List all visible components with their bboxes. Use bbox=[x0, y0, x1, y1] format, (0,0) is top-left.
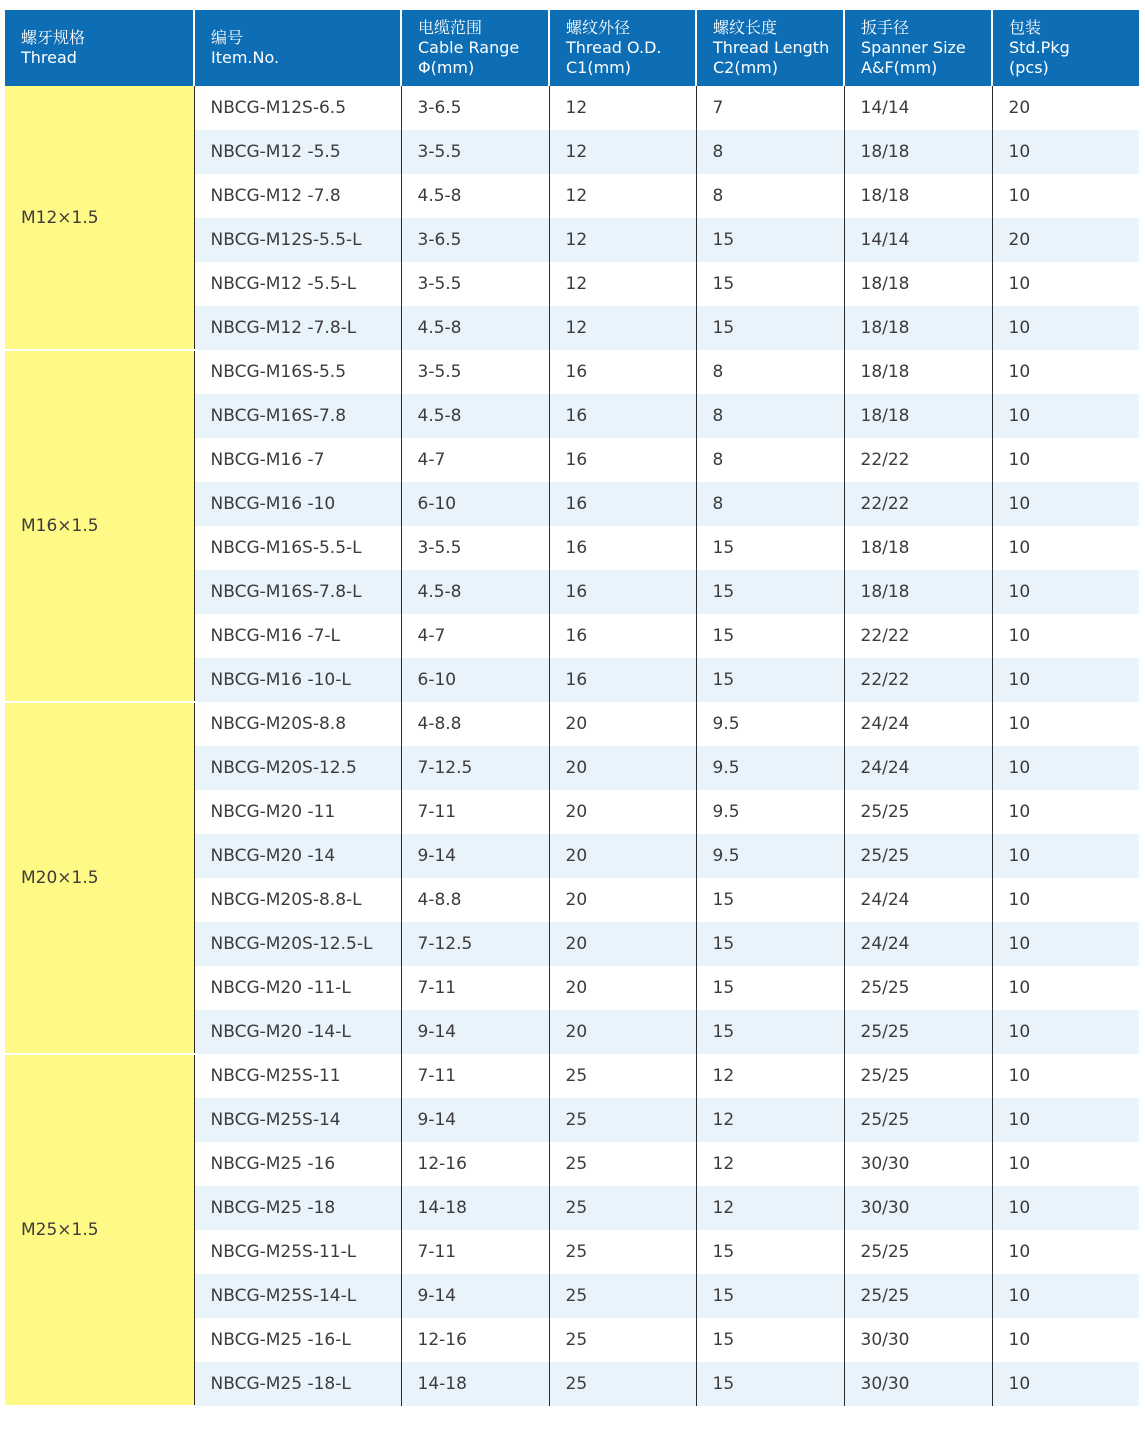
spanner-size-header bbox=[844, 10, 992, 86]
table-row bbox=[5, 1054, 1139, 1098]
item-no-cell: NBCG-M16S-7.8-L bbox=[194, 570, 401, 614]
thread-od-cell: 20 bbox=[549, 1010, 696, 1054]
item-no-cell: NBCG-M25S-14 bbox=[194, 1098, 401, 1142]
header-label-en: Thread bbox=[21, 48, 77, 67]
spanner-size-cell: 18/18 bbox=[844, 306, 992, 350]
thread-od-cell: 20 bbox=[549, 702, 696, 746]
thread-length-cell: 12 bbox=[696, 1186, 844, 1230]
item-no-cell: NBCG-M25 -18 bbox=[194, 1186, 401, 1230]
cable-range-cell: 3-5.5 bbox=[401, 526, 549, 570]
spanner-size-cell: 25/25 bbox=[844, 966, 992, 1010]
std-pkg-cell: 10 bbox=[992, 570, 1139, 614]
cable-range-cell: 9-14 bbox=[401, 1098, 549, 1142]
std-pkg-cell: 10 bbox=[992, 1054, 1139, 1098]
header-label-en: Φ(mm) bbox=[418, 58, 475, 77]
thread-length-header bbox=[696, 10, 844, 86]
item-no-cell: NBCG-M12 -5.5-L bbox=[194, 262, 401, 306]
spanner-size-cell: 14/14 bbox=[844, 86, 992, 130]
table-body bbox=[5, 86, 1139, 1406]
item-no-cell: NBCG-M25 -16-L bbox=[194, 1318, 401, 1362]
cable-range-cell: 4.5-8 bbox=[401, 570, 549, 614]
thread-length-cell: 9.5 bbox=[696, 746, 844, 790]
item-no-cell: NBCG-M25S-14-L bbox=[194, 1274, 401, 1318]
thread-length-cell: 15 bbox=[696, 262, 844, 306]
thread-od-cell: 12 bbox=[549, 306, 696, 350]
spanner-size-cell: 18/18 bbox=[844, 570, 992, 614]
table-row bbox=[5, 86, 1139, 130]
std-pkg-cell: 10 bbox=[992, 1142, 1139, 1186]
item-no-cell: NBCG-M12 -5.5 bbox=[194, 130, 401, 174]
thread-od-cell: 16 bbox=[549, 482, 696, 526]
spanner-size-cell: 18/18 bbox=[844, 350, 992, 394]
item-no-cell: NBCG-M16S-7.8 bbox=[194, 394, 401, 438]
std-pkg-header bbox=[992, 10, 1139, 86]
table-row bbox=[5, 350, 1139, 394]
thread-od-cell: 12 bbox=[549, 218, 696, 262]
std-pkg-cell: 10 bbox=[992, 1274, 1139, 1318]
spec-table-container bbox=[5, 10, 1139, 1407]
spanner-size-cell: 22/22 bbox=[844, 482, 992, 526]
thread-length-cell: 15 bbox=[696, 526, 844, 570]
item-no-header bbox=[194, 10, 401, 86]
thread-od-cell: 25 bbox=[549, 1054, 696, 1098]
thread-od-cell: 20 bbox=[549, 878, 696, 922]
std-pkg-cell: 10 bbox=[992, 746, 1139, 790]
cable-range-cell: 3-5.5 bbox=[401, 130, 549, 174]
item-no-cell: NBCG-M16S-5.5 bbox=[194, 350, 401, 394]
spanner-size-cell: 24/24 bbox=[844, 702, 992, 746]
spanner-size-cell: 22/22 bbox=[844, 438, 992, 482]
header-label-en: Spanner Size bbox=[861, 38, 966, 57]
spanner-size-cell: 30/30 bbox=[844, 1186, 992, 1230]
spec-table bbox=[5, 10, 1139, 1407]
thread-od-cell: 16 bbox=[549, 614, 696, 658]
thread-od-header bbox=[549, 10, 696, 86]
thread-od-cell: 25 bbox=[549, 1142, 696, 1186]
std-pkg-cell: 10 bbox=[992, 262, 1139, 306]
thread-od-cell: 12 bbox=[549, 130, 696, 174]
spanner-size-cell: 25/25 bbox=[844, 1274, 992, 1318]
cable-range-cell: 7-11 bbox=[401, 1054, 549, 1098]
std-pkg-cell: 10 bbox=[992, 1186, 1139, 1230]
header-label-zh: 包装 bbox=[1009, 18, 1042, 37]
cable-range-cell: 14-18 bbox=[401, 1362, 549, 1406]
header-label-en: Std.Pkg bbox=[1009, 38, 1070, 57]
cable-range-cell: 7-12.5 bbox=[401, 922, 549, 966]
thread-length-cell: 15 bbox=[696, 1274, 844, 1318]
std-pkg-cell: 20 bbox=[992, 86, 1139, 130]
thread-length-cell: 7 bbox=[696, 86, 844, 130]
table-header bbox=[5, 10, 1139, 86]
item-no-cell: NBCG-M16 -10-L bbox=[194, 658, 401, 702]
item-no-cell: NBCG-M16S-5.5-L bbox=[194, 526, 401, 570]
cable-range-cell: 7-11 bbox=[401, 966, 549, 1010]
spanner-size-cell: 24/24 bbox=[844, 878, 992, 922]
thread-od-cell: 16 bbox=[549, 350, 696, 394]
thread-length-cell: 8 bbox=[696, 174, 844, 218]
thread-length-cell: 15 bbox=[696, 966, 844, 1010]
cable-range-cell: 4.5-8 bbox=[401, 174, 549, 218]
item-no-cell: NBCG-M25S-11 bbox=[194, 1054, 401, 1098]
header-label-zh: 扳手径 bbox=[861, 18, 910, 37]
thread-length-cell: 15 bbox=[696, 570, 844, 614]
thread-od-cell: 16 bbox=[549, 526, 696, 570]
spanner-size-cell: 18/18 bbox=[844, 526, 992, 570]
thread-length-cell: 15 bbox=[696, 306, 844, 350]
spanner-size-cell: 22/22 bbox=[844, 658, 992, 702]
thread-length-cell: 8 bbox=[696, 482, 844, 526]
spanner-size-cell: 18/18 bbox=[844, 174, 992, 218]
std-pkg-cell: 10 bbox=[992, 526, 1139, 570]
std-pkg-cell: 10 bbox=[992, 1362, 1139, 1406]
item-no-cell: NBCG-M12 -7.8-L bbox=[194, 306, 401, 350]
cable-range-cell: 3-5.5 bbox=[401, 350, 549, 394]
cable-range-cell: 7-12.5 bbox=[401, 746, 549, 790]
cable-range-cell: 12-16 bbox=[401, 1142, 549, 1186]
spanner-size-cell: 18/18 bbox=[844, 130, 992, 174]
thread-length-cell: 8 bbox=[696, 438, 844, 482]
spanner-size-cell: 14/14 bbox=[844, 218, 992, 262]
spanner-size-cell: 30/30 bbox=[844, 1142, 992, 1186]
std-pkg-cell: 10 bbox=[992, 658, 1139, 702]
std-pkg-cell: 10 bbox=[992, 1230, 1139, 1274]
header-label-en: C1(mm) bbox=[566, 58, 632, 77]
std-pkg-cell: 10 bbox=[992, 174, 1139, 218]
thread-od-cell: 12 bbox=[549, 262, 696, 306]
thread-length-cell: 15 bbox=[696, 614, 844, 658]
thread-length-cell: 8 bbox=[696, 394, 844, 438]
header-label-en: Thread O.D. bbox=[566, 38, 662, 57]
cable-range-cell: 4-7 bbox=[401, 614, 549, 658]
std-pkg-cell: 10 bbox=[992, 702, 1139, 746]
std-pkg-cell: 10 bbox=[992, 1010, 1139, 1054]
thread-od-cell: 25 bbox=[549, 1274, 696, 1318]
header-label-en: Thread Length bbox=[713, 38, 830, 57]
item-no-cell: NBCG-M20S-12.5 bbox=[194, 746, 401, 790]
std-pkg-cell: 10 bbox=[992, 922, 1139, 966]
std-pkg-cell: 10 bbox=[992, 614, 1139, 658]
header-label-zh: 螺纹长度 bbox=[713, 18, 778, 37]
table-row bbox=[5, 702, 1139, 746]
thread-od-cell: 12 bbox=[549, 174, 696, 218]
item-no-cell: NBCG-M25 -18-L bbox=[194, 1362, 401, 1406]
header-label-zh: 螺牙规格 bbox=[21, 28, 86, 47]
item-no-cell: NBCG-M20S-8.8-L bbox=[194, 878, 401, 922]
item-no-cell: NBCG-M20S-8.8 bbox=[194, 702, 401, 746]
spanner-size-cell: 25/25 bbox=[844, 1010, 992, 1054]
item-no-cell: NBCG-M20 -11 bbox=[194, 790, 401, 834]
thread-od-cell: 25 bbox=[549, 1098, 696, 1142]
thread-length-cell: 12 bbox=[696, 1054, 844, 1098]
thread-length-cell: 9.5 bbox=[696, 702, 844, 746]
thread-length-cell: 15 bbox=[696, 218, 844, 262]
thread-od-cell: 16 bbox=[549, 394, 696, 438]
std-pkg-cell: 20 bbox=[992, 218, 1139, 262]
thread-od-cell: 16 bbox=[549, 658, 696, 702]
thread-length-cell: 8 bbox=[696, 350, 844, 394]
thread-length-cell: 9.5 bbox=[696, 790, 844, 834]
thread-length-cell: 9.5 bbox=[696, 834, 844, 878]
header-label-zh: 编号 bbox=[211, 28, 244, 47]
cable-range-cell: 4-8.8 bbox=[401, 702, 549, 746]
thread-od-cell: 25 bbox=[549, 1318, 696, 1362]
header-label-en: Cable Range bbox=[418, 38, 520, 57]
item-no-cell: NBCG-M16 -7-L bbox=[194, 614, 401, 658]
header-label-zh: 电缆范围 bbox=[418, 18, 483, 37]
std-pkg-cell: 10 bbox=[992, 438, 1139, 482]
std-pkg-cell: 10 bbox=[992, 878, 1139, 922]
item-no-cell: NBCG-M25S-11-L bbox=[194, 1230, 401, 1274]
spanner-size-cell: 18/18 bbox=[844, 262, 992, 306]
item-no-cell: NBCG-M25 -16 bbox=[194, 1142, 401, 1186]
thread-spec-cell: M12×1.5 bbox=[5, 86, 194, 350]
item-no-cell: NBCG-M12S-6.5 bbox=[194, 86, 401, 130]
thread-od-cell: 16 bbox=[549, 438, 696, 482]
spanner-size-cell: 24/24 bbox=[844, 922, 992, 966]
cable-range-cell: 14-18 bbox=[401, 1186, 549, 1230]
cable-range-cell: 12-16 bbox=[401, 1318, 549, 1362]
cable-range-cell: 3-6.5 bbox=[401, 86, 549, 130]
thread-length-cell: 12 bbox=[696, 1142, 844, 1186]
spanner-size-cell: 25/25 bbox=[844, 834, 992, 878]
thread-spec-cell: M20×1.5 bbox=[5, 702, 194, 1054]
std-pkg-cell: 10 bbox=[992, 1318, 1139, 1362]
cable-range-cell: 9-14 bbox=[401, 834, 549, 878]
spanner-size-cell: 18/18 bbox=[844, 394, 992, 438]
spanner-size-cell: 25/25 bbox=[844, 1054, 992, 1098]
thread-od-cell: 25 bbox=[549, 1362, 696, 1406]
header-row bbox=[5, 10, 1139, 86]
header-label-en: Item.No. bbox=[211, 48, 280, 67]
thread-length-cell: 15 bbox=[696, 878, 844, 922]
cable-range-cell: 9-14 bbox=[401, 1010, 549, 1054]
spanner-size-cell: 24/24 bbox=[844, 746, 992, 790]
thread-length-cell: 15 bbox=[696, 1318, 844, 1362]
cable-range-cell: 3-6.5 bbox=[401, 218, 549, 262]
spanner-size-cell: 30/30 bbox=[844, 1318, 992, 1362]
item-no-cell: NBCG-M16 -10 bbox=[194, 482, 401, 526]
cable-range-cell: 6-10 bbox=[401, 658, 549, 702]
thread-length-cell: 15 bbox=[696, 1362, 844, 1406]
std-pkg-cell: 10 bbox=[992, 306, 1139, 350]
item-no-cell: NBCG-M12S-5.5-L bbox=[194, 218, 401, 262]
std-pkg-cell: 10 bbox=[992, 790, 1139, 834]
item-no-cell: NBCG-M20 -11-L bbox=[194, 966, 401, 1010]
thread-od-cell: 20 bbox=[549, 790, 696, 834]
cable-range-cell: 7-11 bbox=[401, 1230, 549, 1274]
header-label-en: (pcs) bbox=[1009, 58, 1049, 77]
thread-od-cell: 16 bbox=[549, 570, 696, 614]
thread-length-cell: 15 bbox=[696, 658, 844, 702]
cable-range-cell: 7-11 bbox=[401, 790, 549, 834]
thread-length-cell: 15 bbox=[696, 922, 844, 966]
thread-od-cell: 20 bbox=[549, 746, 696, 790]
header-label-zh: 螺纹外径 bbox=[566, 18, 631, 37]
spanner-size-cell: 25/25 bbox=[844, 790, 992, 834]
cable-range-header bbox=[401, 10, 549, 86]
thread-length-cell: 8 bbox=[696, 130, 844, 174]
spanner-size-cell: 30/30 bbox=[844, 1362, 992, 1406]
item-no-cell: NBCG-M20 -14-L bbox=[194, 1010, 401, 1054]
cable-range-cell: 4-7 bbox=[401, 438, 549, 482]
std-pkg-cell: 10 bbox=[992, 966, 1139, 1010]
thread-header bbox=[5, 10, 194, 86]
thread-spec-cell: M16×1.5 bbox=[5, 350, 194, 702]
item-no-cell: NBCG-M12 -7.8 bbox=[194, 174, 401, 218]
spanner-size-cell: 22/22 bbox=[844, 614, 992, 658]
std-pkg-cell: 10 bbox=[992, 482, 1139, 526]
thread-od-cell: 25 bbox=[549, 1186, 696, 1230]
item-no-cell: NBCG-M20S-12.5-L bbox=[194, 922, 401, 966]
header-label-en: C2(mm) bbox=[713, 58, 779, 77]
thread-od-cell: 12 bbox=[549, 86, 696, 130]
thread-od-cell: 20 bbox=[549, 922, 696, 966]
std-pkg-cell: 10 bbox=[992, 394, 1139, 438]
thread-od-cell: 20 bbox=[549, 834, 696, 878]
cable-range-cell: 6-10 bbox=[401, 482, 549, 526]
std-pkg-cell: 10 bbox=[992, 834, 1139, 878]
thread-length-cell: 15 bbox=[696, 1010, 844, 1054]
cable-range-cell: 4.5-8 bbox=[401, 394, 549, 438]
cable-range-cell: 9-14 bbox=[401, 1274, 549, 1318]
cable-range-cell: 3-5.5 bbox=[401, 262, 549, 306]
item-no-cell: NBCG-M16 -7 bbox=[194, 438, 401, 482]
std-pkg-cell: 10 bbox=[992, 1098, 1139, 1142]
thread-spec-cell: M25×1.5 bbox=[5, 1054, 194, 1406]
item-no-cell: NBCG-M20 -14 bbox=[194, 834, 401, 878]
header-label-en: A&F(mm) bbox=[861, 58, 938, 77]
cable-range-cell: 4-8.8 bbox=[401, 878, 549, 922]
spanner-size-cell: 25/25 bbox=[844, 1230, 992, 1274]
thread-od-cell: 25 bbox=[549, 1230, 696, 1274]
thread-length-cell: 15 bbox=[696, 1230, 844, 1274]
thread-od-cell: 20 bbox=[549, 966, 696, 1010]
thread-length-cell: 12 bbox=[696, 1098, 844, 1142]
std-pkg-cell: 10 bbox=[992, 130, 1139, 174]
cable-range-cell: 4.5-8 bbox=[401, 306, 549, 350]
spanner-size-cell: 25/25 bbox=[844, 1098, 992, 1142]
std-pkg-cell: 10 bbox=[992, 350, 1139, 394]
